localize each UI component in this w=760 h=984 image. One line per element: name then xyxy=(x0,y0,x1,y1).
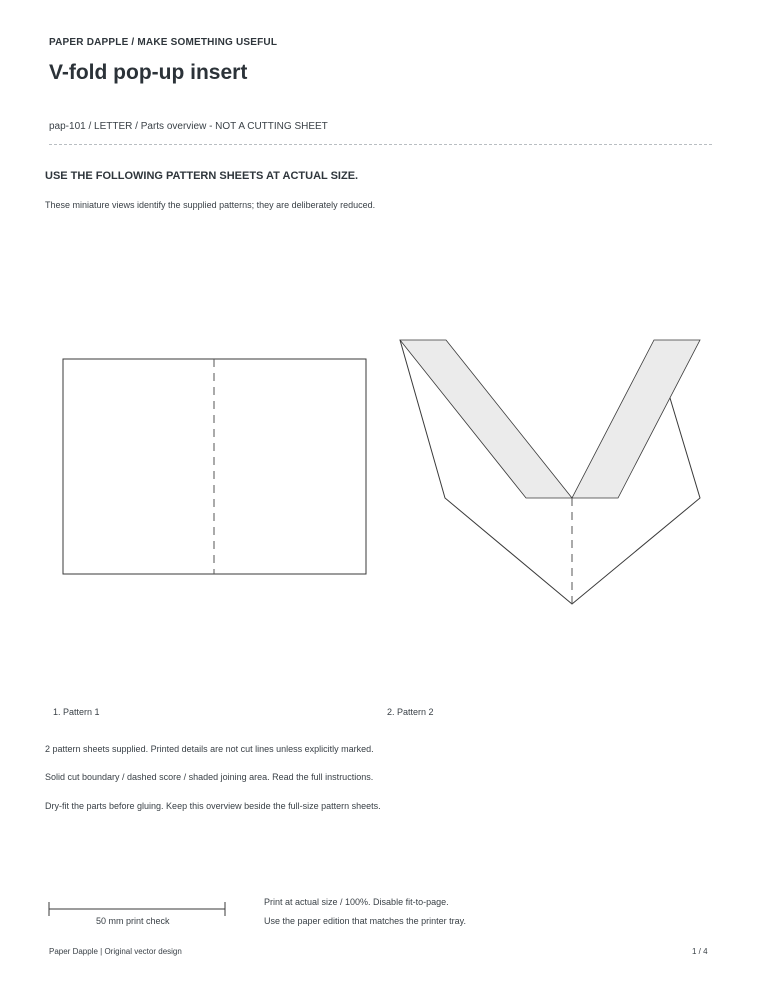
note-dry-fit: Dry-fit the parts before gluing. Keep this overview beside the full-size pattern sheets. xyxy=(45,801,381,811)
document-meta: pap-101 / LETTER / Parts overview - NOT A CUTTING SHEET xyxy=(49,121,328,132)
instructions-intro: These miniature views identify the supplied patterns; they are deliberately reduced. xyxy=(45,200,376,210)
page-number: 1 / 4 xyxy=(692,947,708,956)
pattern-2-glue-tab-right xyxy=(572,340,700,498)
pattern-2-caption: 2. Pattern 2 xyxy=(387,707,434,717)
note-line-legend: Solid cut boundary / dashed score / shaded joining area. Read the full instructions. xyxy=(45,772,374,782)
instructions-heading: USE THE FOLLOWING PATTERN SHEETS AT ACTUAL SIZE. xyxy=(45,170,359,182)
pattern-2-diagram xyxy=(400,340,700,604)
pattern-1-diagram xyxy=(63,359,366,574)
brand-line: PAPER DAPPLE / MAKE SOMETHING USEFUL xyxy=(49,37,278,48)
print-instruction-actual-size: Print at actual size / 100%. Disable fit-to-page. xyxy=(264,897,449,907)
footer-credit: Paper Dapple | Original vector design xyxy=(49,947,182,956)
print-instruction-paper: Use the paper edition that matches the printer tray. xyxy=(264,916,466,926)
pattern-2-glue-tab-left xyxy=(400,340,572,498)
note-sheets-supplied: 2 pattern sheets supplied. Printed details are not cut lines unless explicitly marked. xyxy=(45,744,374,754)
scale-bar-label: 50 mm print check xyxy=(96,916,170,926)
pattern-1-caption: 1. Pattern 1 xyxy=(53,707,100,717)
scale-bar xyxy=(49,902,225,916)
page-title: V-fold pop-up insert xyxy=(49,61,248,84)
